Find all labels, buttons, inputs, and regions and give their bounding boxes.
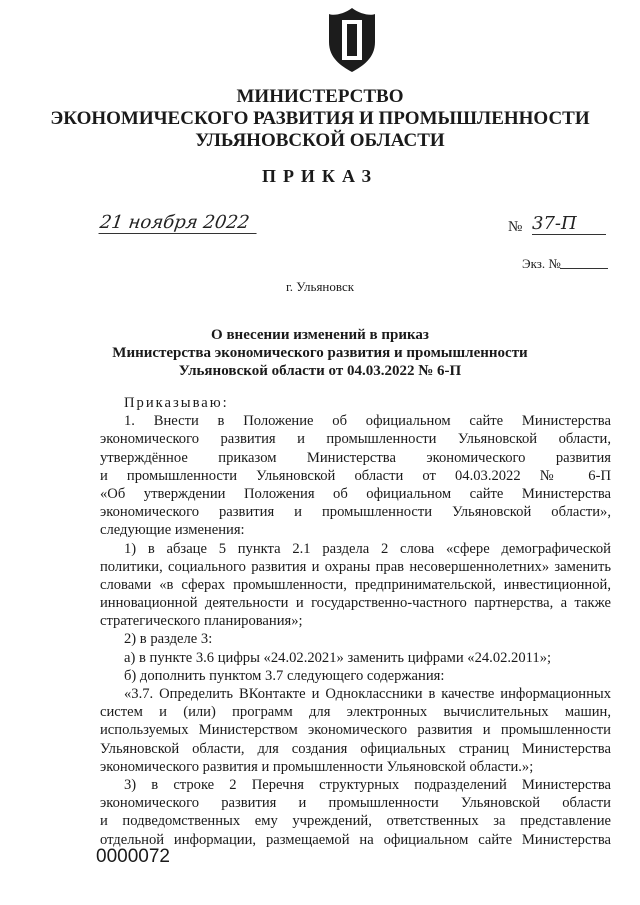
body-line: следующие изменения: [100,522,245,539]
handwritten-date: 21 ноября 2022 [98,212,259,234]
body-line: Ульяновской области, для создания официальных страниц Министерства [100,740,611,757]
ministry-name-line-3: УЛЬЯНОВСКОЙ ОБЛАСТИ [195,130,445,151]
body-line: используемых Министерством экономического развития и промышленности [100,722,611,739]
body-line: словами «в сферах промышленности, предпринимательской, инвестиционной, [100,576,611,593]
body-line: экономического развития и промышленности Ульяновской области, [100,431,611,448]
body-line: 3) в строке 2 Перечня структурных подразделений Министерства [124,776,611,793]
body-line: «3.7. Определить ВКонтакте и Одноклассники в качестве информационных [124,686,611,702]
number-label: № [508,219,523,235]
body-line: а) в пункте 3.6 цифры «24.02.2021» заменить цифрами «24.02.2011»; [124,649,552,666]
handwritten-number: 37-П [532,213,606,235]
body-line: Приказываю: [124,395,229,411]
body-line: отдельной информации, размещаемой на официальном сайте Министерства [100,831,611,848]
coat-of-arms-icon [325,6,379,74]
body-line: экономического развития и промышленности Ульяновской области.»; [100,758,534,775]
body-line: 2) в разделе 3: [124,631,213,648]
copy-number-label: Экз. № [522,256,561,271]
body-line: 1. Внести в Положение об официальном сайте Министерства [124,413,611,430]
body-line: политики, социального развития и охраны прав несовершеннолетних» заменить [100,558,611,575]
ministry-name-line-2: ЭКОНОМИЧЕСКОГО РАЗВИТИЯ И ПРОМЫШЛЕННОСТИ [50,108,590,129]
order-title-line-1: О внесении изменений в приказ [211,327,429,343]
body-line: «Об утверждении Положения об официальном сайте Министерства [100,485,611,502]
body-line: инновационной деятельности и государственно-частного партнерства, а также [100,595,611,612]
order-title-line-2: Министерства экономического развития и промышленности [112,345,528,361]
body-line: стратегического планирования»; [100,613,303,630]
body-line: и подведомственных ему учреждений, ответственных за представление [100,813,611,830]
body-line: 1) в абзаце 5 пункта 2.1 раздела 2 слова «сфере демографической [124,540,611,557]
document-type: ПРИКАЗ [261,166,379,186]
order-body [100,394,611,849]
body-line: экономического развития и промышленности Ульяновской области», [100,504,611,521]
copy-number-blank [560,268,608,269]
order-title-line-3: Ульяновской области от 04.03.2022 № 6-П [178,363,462,379]
body-line: утверждённое приказом Министерства экономического развития [100,449,611,466]
serial-number: 0000072 [96,846,170,867]
body-line: экономического развития и промышленности Ульяновской области [100,795,611,812]
body-line: б) дополнить пунктом 3.7 следующего содержания: [124,667,445,684]
body-line: систем и (или) программ для электронных вычислительных машин, [100,704,611,721]
city: г. Ульяновск [285,279,355,294]
body-line: и промышленности Ульяновской области от 04.03.2022 № 6-П [100,467,611,484]
ministry-name-line-1: МИНИСТЕРСТВО [236,86,404,107]
